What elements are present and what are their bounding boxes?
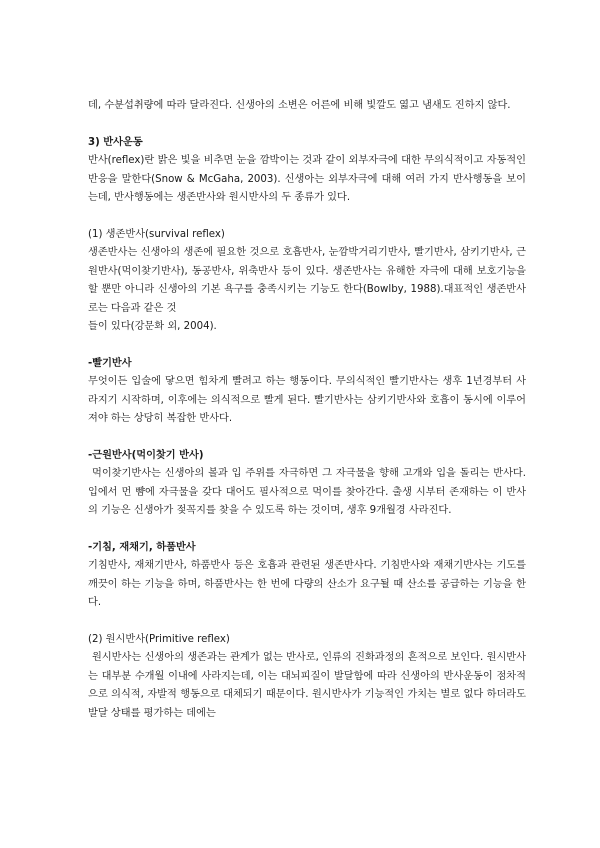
heading-sucking-reflex: -빨기반사 <box>88 357 132 369</box>
paragraph-survival-reflex: 생존반사는 신생아의 생존에 필요한 것으로 호흡반사, 눈깜박거리기반사, 빨기반사, 삼키기반사, 근원반사(먹이찾기반사), 동공반사, 위축반사 등이 있다. 생존반사는 유해한 자극에 대해 보호기능을 할 뿐만 아니라 신생아의 기본 욕구를 충족시키는 기능도 한다(Bowlby, 1988).대표적인 생존반사로는 다음과 같은 것 <box>88 247 526 314</box>
paragraph-rooting-reflex: 먹이찾기반사는 신생아의 볼과 입 주위를 자극하면 그 자극물을 향해 고개와 입을 돌리는 반사다. 입에서 먼 뺨에 자극물을 갖다 대어도 필사적으로 먹이를 찾아간다. 출생 시부터 존재하는 이 반사의 기능은 신생아가 젖꼭지를 찾을 수 있도록 하는 것이며, 생후 9개월경 사라진다. <box>88 468 526 516</box>
heading-cough-sneeze-yawn: -기침, 재채기, 하품반사 <box>88 541 196 553</box>
section-heading-reflex: 3) 반사운동 <box>88 136 143 148</box>
paragraph-survival-reflex-end: 들이 있다(강문화 외, 2004). <box>88 321 217 332</box>
paragraph-urine: 데, 수분섭취량에 따라 달라진다. 신생아의 소변은 어른에 비해 빛깔도 엷고 냄새도 진하지 않다. <box>88 100 511 111</box>
heading-rooting-reflex: -근원반사(먹이찾기 반사) <box>88 449 204 461</box>
paragraph-cough-sneeze-yawn: 기침반사, 재채기반사, 하품반사 등은 호흡과 관련된 생존반사다. 기침반사와 재채기반사는 기도를 깨끗이 하는 기능을 하며, 하품반사는 한 번에 다량의 산소가 요구될 때 산소를 공급하는 기능을 한다. <box>88 560 526 608</box>
paragraph-reflex-definition: 반사(reflex)란 밝은 빛을 비추면 눈을 깜박이는 것과 같이 외부자극에 대한 무의식적이고 자동적인 반응을 말한다(Snow & McGaha, 2003). 신생아는 외부자극에 대해 여러 가지 반사행동을 보이는데, 반사행동에는 생존반사와 원시반사의 두 종류가 있다. <box>88 155 526 203</box>
document-body <box>88 97 526 723</box>
paragraph-sucking-reflex: 무엇이든 입술에 닿으면 힘차게 빨려고 하는 행동이다. 무의식적인 빨기반사는 생후 1년경부터 사라지기 시작하며, 이후에는 의식적으로 빨게 된다. 빨기반사는 삼키기반사와 호흡이 동시에 이루어져야 하는 상당히 복잡한 반사다. <box>88 376 526 424</box>
subsection-heading-primitive: (2) 원시반사(Primitive reflex) <box>88 633 230 645</box>
subsection-heading-survival: (1) 생존반사(survival reflex) <box>88 228 225 240</box>
paragraph-primitive-reflex: 원시반사는 신생아의 생존과는 관계가 없는 반사로, 인류의 진화과정의 흔적으로 보인다. 원시반사는 대부분 수개월 이내에 사라지는데, 이는 대뇌피질이 발달함에 따라 신생아의 반사운동이 점차적으로 의식적, 자발적 행동으로 대체되기 때문이다. 원시반사가 기능적인 가치는 별로 없다 하더라도 발달 상태를 평가하는 데에는 <box>88 652 526 719</box>
